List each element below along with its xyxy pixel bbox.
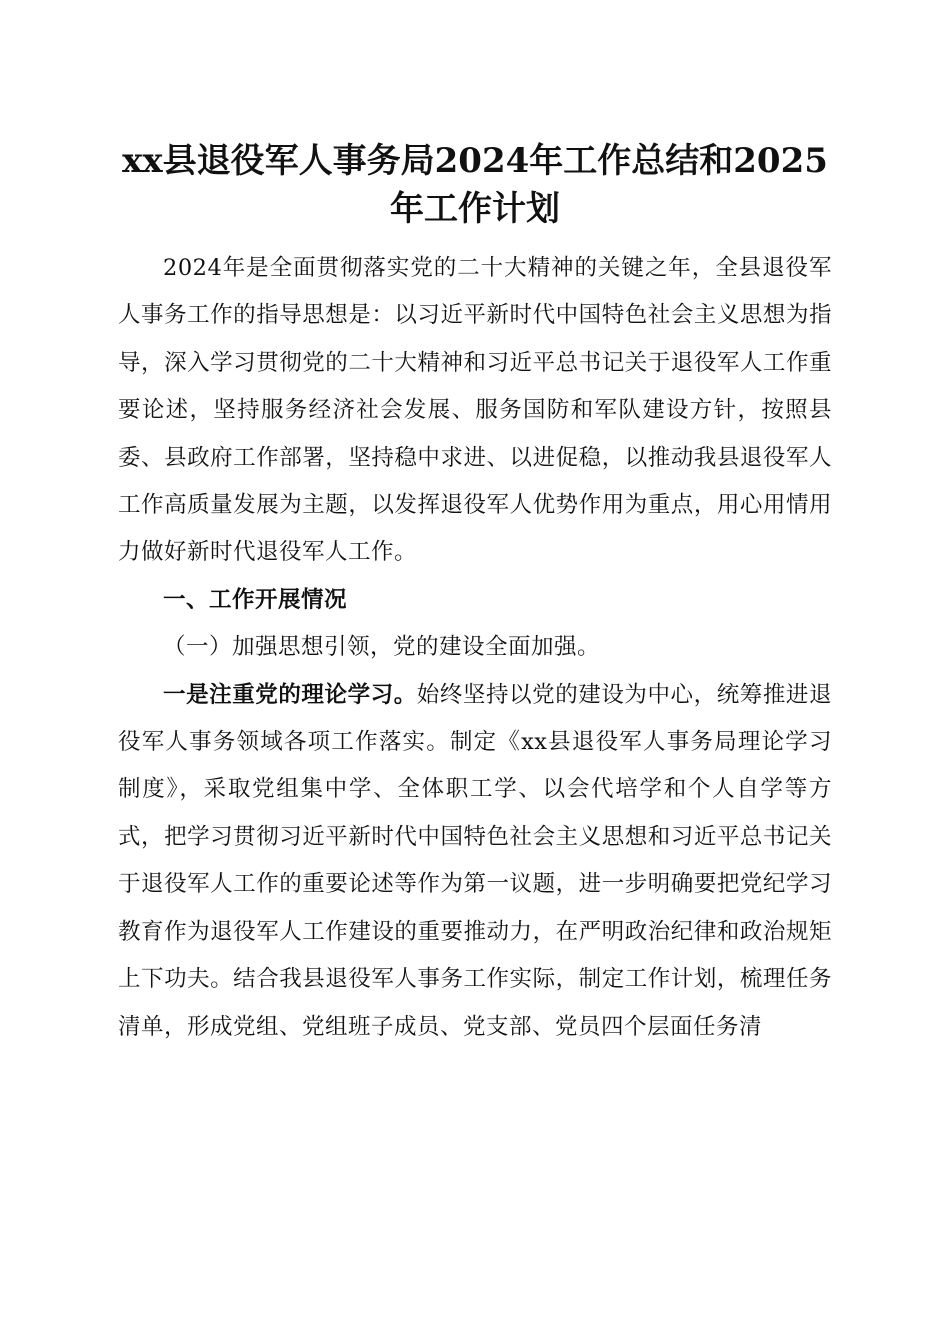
title-line-1: xx县退役军人事务局2024年工作总结和2025 — [122, 141, 828, 181]
paragraph-lead: 一是注重党的理论学习。 — [163, 681, 417, 708]
document-body — [118, 245, 832, 1051]
document-title — [100, 137, 850, 233]
section-heading: 一、工作开展情况 — [163, 586, 348, 613]
title-line-2: 年工作计划 — [390, 189, 560, 229]
paragraph-text: 始终坚持以党的建设为中心，统筹推进退役军人事务领域各项工作落实。制定《xx县退役军人事务局理论学习制度》，采取党组集中学、全体职工学、以会代培学和个人自学等方式，把学习贯彻习近平新时代中国特色社会主义思想和习近平总书记关于退役军人工作的重要论述等作为第一议题，进一步明确要把党纪学习教育作为退役军人工作建设的重要推动力，在严明政治纪律和政治规矩上下功夫。结合我县退役军人事务工作实际，制定工作计划，梳理任务清单，形成党组、党组班子成员、党支部、党员四个层面任务清 — [118, 681, 832, 1040]
subsection-heading: （一）加强思想引领，党的建设全面加强。 — [163, 634, 601, 661]
body-paragraph — [118, 672, 832, 1051]
intro-paragraph: 2024年是全面贯彻落实党的二十大精神的关键之年，全县退役军人事务工作的指导思想是：以习近平新时代中国特色社会主义思想为指导，深入学习贯彻党的二十大精神和习近平总书记关于退役军人工作重要论述，坚持服务经济社会发展、服务国防和军队建设方针，按照县委、县政府工作部署，坚持稳中求进、以进促稳，以推动我县退役军人工作高质量发展为主题，以发挥退役军人优势作用为重点，用心用情用力做好新时代退役军人工作。 — [118, 255, 832, 566]
